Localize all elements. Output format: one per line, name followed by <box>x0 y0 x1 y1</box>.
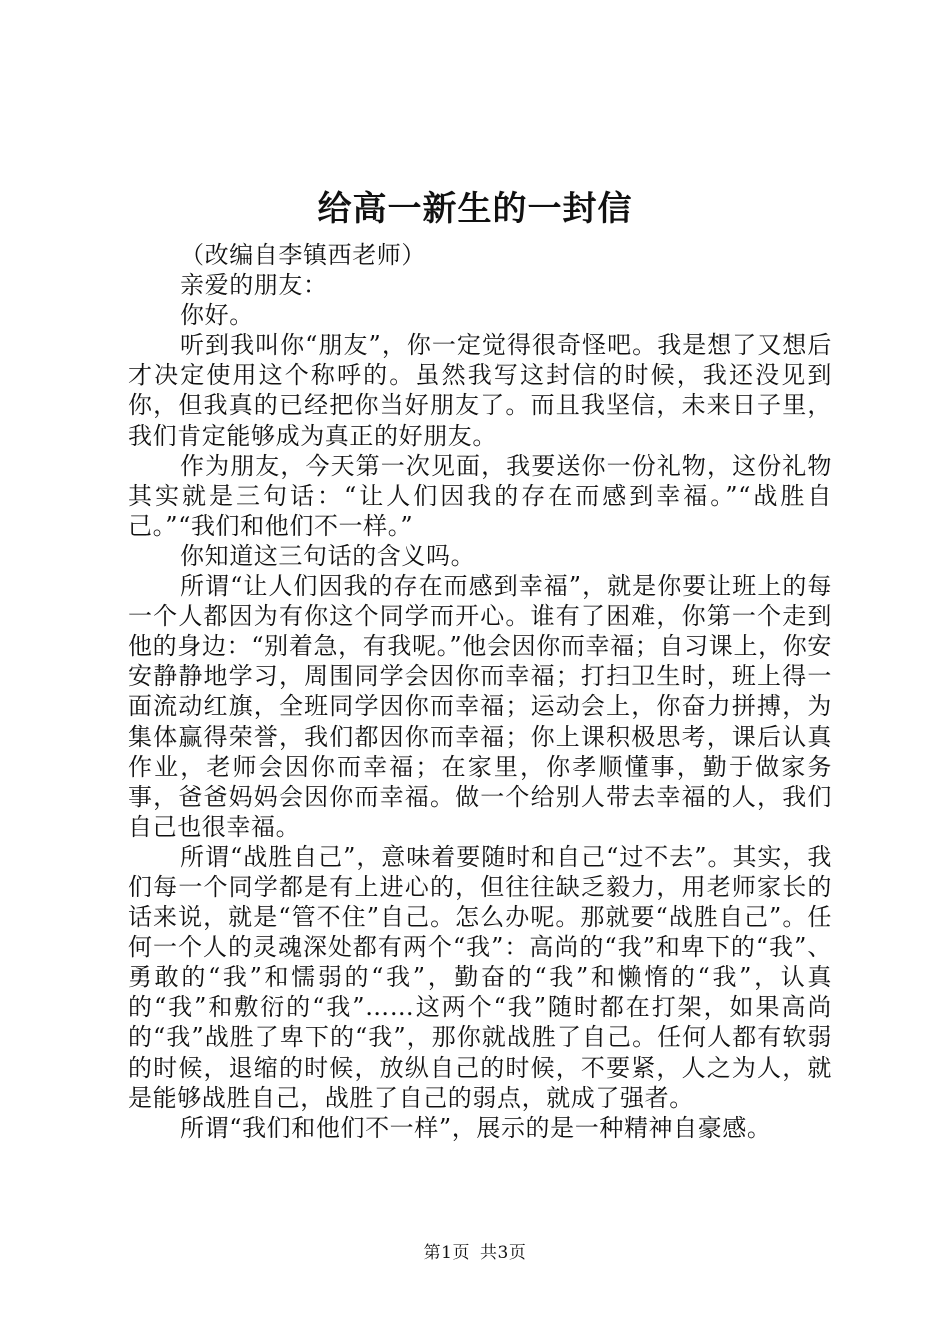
page-number: 第1页 <box>423 1243 470 1263</box>
body-paragraph: 作为朋友，今天第一次见面，我要送你一份礼物，这份礼物其实就是三句话：“让人们因我的存在而感到幸福。”“战胜自己。”“我们和他们不一样。” <box>128 451 832 540</box>
letter-body <box>128 240 832 1143</box>
body-paragraph: 听到我叫你“朋友”，你一定觉得很奇怪吧。我是想了又想后才决定使用这个称呼的。虽然我写这封信的时候，我还没见到你，但我真的已经把你当好朋友了。而且我坚信，未来日子里，我们肯定能够成为真正的好朋友。 <box>128 331 832 450</box>
page-footer <box>0 1241 950 1265</box>
body-paragraph: 所谓“让人们因我的存在而感到幸福”，就是你要让班上的每一个人都因为有你这个同学而开心。谁有了困难，你第一个走到他的身边：“别着急，有我呢。”他会因你而幸福；自习课上，你安安静静地学习，周围同学会因你而幸福；打扫卫生时，班上得一面流动红旗，全班同学因你而幸福；运动会上，你奋力拼搏，为集体赢得荣誉，我们都因你而幸福；你上课积极思考，课后认真作业，老师会因你而幸福；在家里，你孝顺懂事，勤于做家务事，爸爸妈妈会因你而幸福。做一个给别人带去幸福的人，我们自己也很幸福。 <box>128 572 832 841</box>
body-paragraph: 你知道这三句话的含义吗。 <box>180 541 476 570</box>
document-title: 给高一新生的一封信 <box>317 189 633 229</box>
body-paragraph: 所谓“我们和他们不一样”，展示的是一种精神自豪感。 <box>180 1113 772 1142</box>
greeting: 你好。 <box>180 301 254 330</box>
body-paragraph: 所谓“战胜自己”，意味着要随时和自己“过不去”。其实，我们每一个同学都是有上进心的，但往往缺乏毅力，用老师家长的话来说，就是“管不住”自己。怎么办呢。那就要“战胜自己”。任何一个人的灵魂深处都有两个“我”：高尚的“我”和卑下的“我”、勇敢的“我”和懦弱的“我”，勤奋的“我”和懒惰的“我”，认真的“我”和敷衍的“我”……这两个“我”随时都在打架，如果高尚的“我”战胜了卑下的“我”，那你就战胜了自己。任何人都有软弱的时候，退缩的时候，放纵自己的时候，不要紧，人之为人，就是能够战胜自己，战胜了自己的弱点，就成了强者。 <box>128 842 832 1112</box>
salutation: 亲爱的朋友： <box>180 271 328 300</box>
source-note: （改编自李镇西老师） <box>180 241 426 269</box>
page-total: 共3页 <box>480 1243 527 1263</box>
